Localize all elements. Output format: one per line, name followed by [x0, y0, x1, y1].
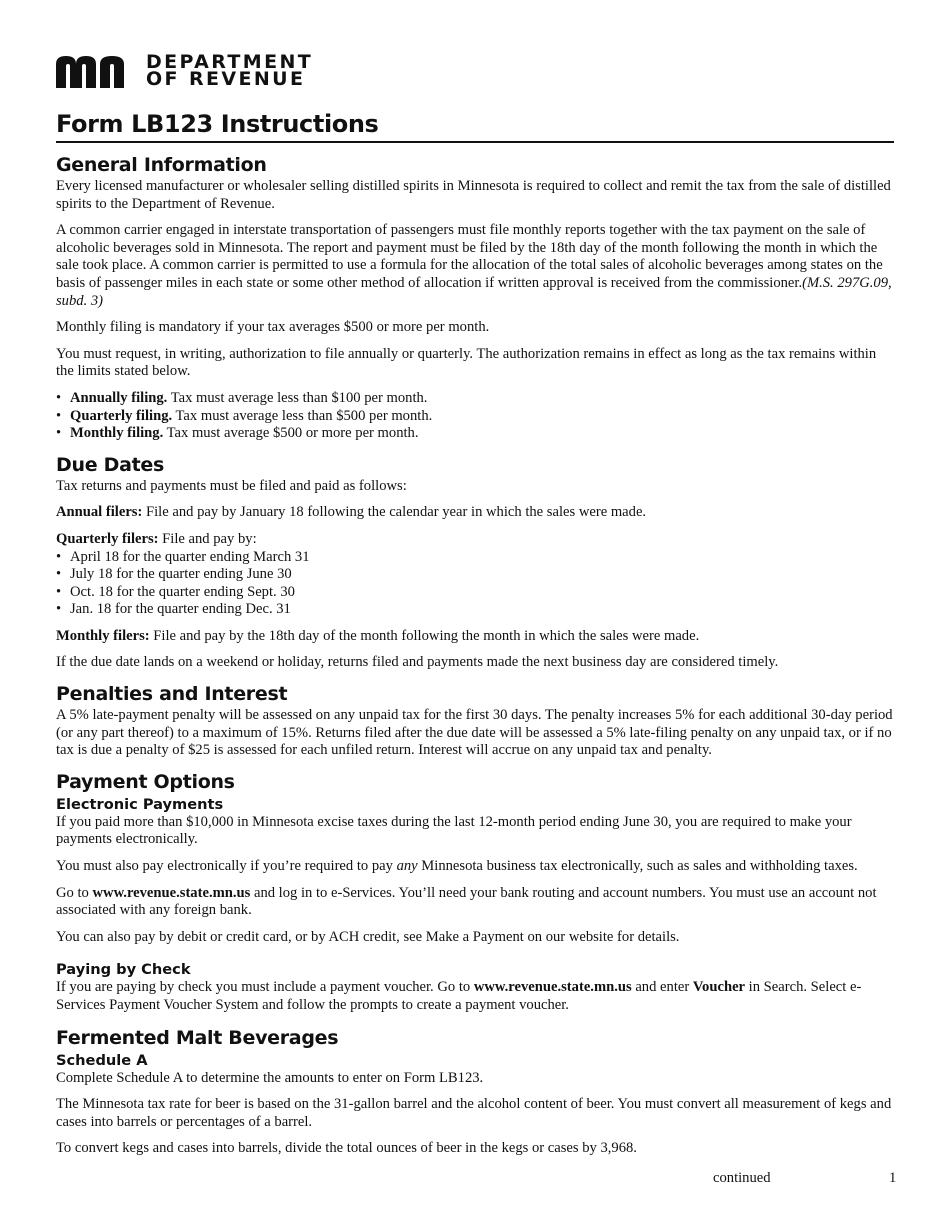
voucher-keyword: Voucher [692, 979, 746, 996]
filing-frequency-list [56, 390, 894, 443]
check-text-a: If you are paying by check you must include a payment voucher. Go to [56, 979, 474, 996]
paying-by-check-heading: Paying by Check [56, 961, 191, 979]
list-item [56, 408, 894, 426]
quarterly-filers-paragraph [56, 531, 894, 549]
electronic-p2-b: Minnesota business tax electronically, such as sales and withholding taxes. [417, 858, 858, 875]
mn-revenue-logo [56, 51, 314, 90]
document-body [56, 152, 894, 1167]
list-item: • Jan. 18 for the quarter ending Dec. 31 [56, 601, 894, 619]
quarterly-filers-text: File and pay by: [158, 530, 257, 547]
due-dates-heading: Due Dates [56, 453, 164, 476]
electronic-paragraph-4: You can also pay by debit or credit card, or by ACH credit, see Make a Payment on our website for details. [56, 928, 680, 945]
general-paragraph-1: Every licensed manufacturer or wholesaler selling distilled spirits in Minnesota is required to collect and remit the tax from the sale of distilled spirits to the Department of Revenue. [56, 178, 891, 212]
list-item-text: Tax must average less than $500 per month. [172, 407, 433, 424]
general-heading: General Information [56, 154, 267, 176]
statute-citation: (M.S. 297G.09, subd. 3) [56, 274, 892, 309]
fermented-malt-section [56, 1025, 894, 1158]
due-paragraph-1: Tax returns and payments must be filed and paid as follows: [56, 477, 407, 494]
general-paragraph-2 [56, 222, 894, 310]
penalties-section [56, 681, 894, 760]
general-information-section [56, 152, 894, 443]
due-dates-section [56, 452, 894, 672]
electronic-paragraph-1: If you paid more than $10,000 in Minnesota excise taxes during the last 12-month period ending June 30, you are required to make your payments electronically. [56, 813, 852, 848]
payment-options-section [56, 769, 894, 1015]
logo-line-1: DEPARTMENT [146, 51, 314, 73]
emphasis-any: any [396, 858, 418, 875]
quarterly-due-list [56, 549, 894, 619]
fermented-paragraph-1: Complete Schedule A to determine the amounts to enter on Form LB123. [56, 1069, 484, 1086]
electronic-paragraph-3 [56, 885, 894, 920]
monthly-filers-text: File and pay by the 18th day of the month following the month in which the sales were made. [149, 627, 700, 644]
schedule-a-heading: Schedule A [56, 1051, 148, 1069]
list-item [56, 390, 894, 408]
electronic-paragraph-2 [56, 858, 894, 876]
mn-logo-icon [56, 54, 136, 88]
electronic-p3-a: Go to [56, 884, 93, 901]
continued-label: continued [713, 1170, 771, 1186]
weekend-paragraph: If the due date lands on a weekend or holiday, returns filed and payments made the next business day are considered timely. [56, 654, 779, 671]
quarterly-filers-label: Quarterly filers: [56, 530, 159, 547]
list-item-bold: Monthly filing. [70, 425, 164, 442]
electronic-p2-a: You must also pay electronically if you’re required to pay [56, 858, 397, 875]
general-p2-text: A common carrier engaged in interstate transportation of passengers must file monthly reports together with the tax payment on the sale of alcoholic beverages sold in Minnesota. The report and payment must be filed by the 18th day of the month following the month in which the sale took place. A common carrier is permitted to use a formula for the allocation of the total sales of alcoholic beverages among states on the basis of passenger miles in each state or some other method of allocation if written approval is received from the commissioner. [56, 222, 883, 291]
general-paragraph-4: You must request, in writing, authorization to file annually or quarterly. The authorization remains in effect as long as the tax remains within the limits stated below. [56, 345, 877, 380]
page-title: Form LB123 Instructions [56, 108, 894, 143]
list-item-bold: Annually filing. [70, 389, 168, 406]
annual-filers-paragraph [56, 504, 894, 522]
list-item: • April 18 for the quarter ending March 31 [56, 549, 894, 567]
penalties-paragraph: A 5% late-payment penalty will be assessed on any unpaid tax for the first 30 days. The penalty increases 5% for each additional 30-day period (or any part thereof) to a maximum of 15%. Returns filed after the due date will be assessed a 5% late-filing penalty on any unpaid tax, or if no tax is due a penalty of $25 is assessed for each unfiled return. Interest will accrue on any unpaid tax and penalty. [56, 707, 893, 759]
monthly-filers-label: Monthly filers: [56, 627, 150, 644]
general-paragraph-3: Monthly filing is mandatory if your tax averages $500 or more per month. [56, 319, 490, 336]
list-item [56, 425, 894, 443]
list-item: • Oct. 18 for the quarter ending Sept. 30 [56, 584, 894, 602]
penalties-heading: Penalties and Interest [56, 683, 288, 706]
fermented-paragraph-3: To convert kegs and cases into barrels, divide the total ounces of beer in the kegs or cases by 3,968. [56, 1140, 637, 1157]
page-number: 1 [889, 1170, 897, 1186]
annual-filers-text: File and pay by January 18 following the calendar year in which the sales were made. [142, 504, 647, 521]
electronic-p3-b: and log in to e-Services. You’ll need your bank routing and account numbers. You must use an account not associated with any foreign bank. [56, 884, 877, 919]
list-item: • July 18 for the quarter ending June 30 [56, 566, 894, 584]
annual-filers-label: Annual filers: [56, 504, 143, 521]
check-text-b: and enter [631, 979, 693, 996]
electronic-payments-heading: Electronic Payments [56, 795, 224, 813]
fermented-paragraph-2: The Minnesota tax rate for beer is based on the 31-gallon barrel and the alcohol content of beer. You must convert all measurement of kegs and cases into barrels or percentages of a barrel. [56, 1096, 892, 1130]
monthly-filers-paragraph [56, 628, 894, 646]
logo-line-2: OF REVENUE [146, 68, 306, 90]
check-text-c: in Search. Select e-Services Payment Voucher System and follow the prompts to create a payment voucher. [56, 979, 862, 1013]
check-paragraph [56, 979, 894, 1014]
list-item-text: Tax must average $500 or more per month. [163, 425, 419, 442]
fermented-heading: Fermented Malt Beverages [56, 1026, 339, 1049]
logo-wordmark [146, 51, 314, 90]
revenue-website-link[interactable]: www.revenue.state.mn.us [473, 979, 632, 996]
list-item-bold: Quarterly filing. [70, 407, 173, 424]
list-item-text: Tax must average less than $100 per month. [167, 389, 428, 406]
revenue-website-link[interactable]: www.revenue.state.mn.us [92, 884, 251, 901]
payment-options-heading: Payment Options [56, 770, 235, 793]
